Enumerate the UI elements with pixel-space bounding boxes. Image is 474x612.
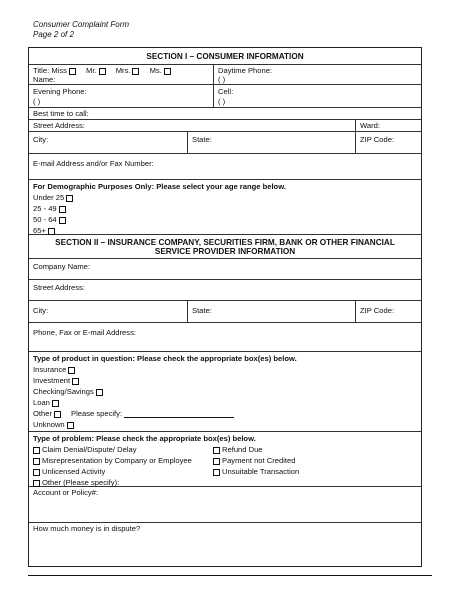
product-investment[interactable]: Investment: [33, 376, 81, 385]
name-label: Name:: [33, 75, 56, 84]
ward-label: Ward:: [360, 121, 380, 130]
product-insurance[interactable]: Insurance: [33, 365, 77, 374]
email-fax-label: E-mail Address and/or Fax Number:: [33, 159, 154, 168]
state-label: State:: [192, 135, 212, 144]
please-specify-label: Please specify:: [71, 409, 123, 418]
problem-claim-denial[interactable]: Claim Denial/Dispute/ Delay: [31, 445, 137, 454]
age-65-plus[interactable]: 65+: [33, 226, 57, 235]
title-mr-label: Mr.: [86, 66, 97, 75]
problem-unlicensed[interactable]: Unlicensed Activity: [31, 467, 105, 476]
age-50-64-checkbox[interactable]: [59, 217, 66, 224]
company-state-label: State:: [192, 306, 212, 315]
other-product-checkbox[interactable]: [54, 411, 61, 418]
title-mrs-label: Mrs.: [115, 66, 131, 75]
checking-savings-checkbox[interactable]: [96, 389, 103, 396]
company-street-label: Street Address:: [33, 283, 85, 292]
form-title: Consumer Complaint Form: [33, 20, 130, 29]
account-label: Account or Policy#:: [33, 488, 98, 497]
ms-checkbox[interactable]: [164, 68, 171, 75]
daytime-phone-field[interactable]: ( ): [218, 75, 226, 84]
loan-checkbox[interactable]: [52, 400, 59, 407]
section-2-title-line2: SERVICE PROVIDER INFORMATION: [154, 247, 296, 256]
company-street-row[interactable]: [29, 280, 421, 301]
company-city-label: City:: [33, 306, 49, 315]
unsuitable-checkbox[interactable]: [213, 469, 220, 476]
street-row[interactable]: [29, 120, 421, 132]
cell-label: Cell:: [218, 87, 234, 96]
product-checking-savings[interactable]: Checking/Savings: [33, 387, 105, 396]
evening-phone-field[interactable]: ( ): [33, 97, 41, 106]
daytime-phone-label: Daytime Phone:: [218, 66, 273, 75]
misrepresentation-checkbox[interactable]: [33, 458, 40, 465]
money-row[interactable]: [29, 523, 421, 567]
unknown-checkbox[interactable]: [67, 422, 74, 429]
demographic-row: [29, 180, 421, 235]
city-row[interactable]: [29, 132, 421, 154]
demographic-heading: For Demographic Purposes Only: Please select your age range below.: [33, 182, 286, 191]
zip-label: ZIP Code:: [360, 135, 395, 144]
product-loan[interactable]: Loan: [33, 398, 61, 407]
money-label: How much money is in dispute?: [33, 524, 141, 533]
product-row: [29, 352, 421, 432]
cell-field[interactable]: ( ): [218, 97, 226, 106]
title-ms-label: Ms.: [149, 66, 162, 75]
age-under-25[interactable]: Under 25: [33, 193, 75, 202]
best-time-label: Best time to call:: [33, 109, 89, 118]
problem-payment[interactable]: Payment not Credited: [211, 456, 295, 465]
problem-other[interactable]: Other (Please specify):: [31, 478, 119, 487]
investment-checkbox[interactable]: [72, 378, 79, 385]
unlicensed-checkbox[interactable]: [33, 469, 40, 476]
best-time-row[interactable]: [29, 108, 421, 120]
claim-denial-checkbox[interactable]: [33, 447, 40, 454]
evening-row: [29, 85, 421, 108]
company-row[interactable]: [29, 259, 421, 280]
title-options: [33, 66, 173, 75]
street-label: Street Address:: [33, 121, 85, 130]
refund-checkbox[interactable]: [213, 447, 220, 454]
product-unknown[interactable]: Unknown: [33, 420, 76, 429]
contact-row[interactable]: [29, 323, 421, 352]
problem-refund[interactable]: Refund Due: [211, 445, 263, 454]
page-number: Page 2 of 2: [33, 30, 74, 39]
product-heading: Type of product in question: Please check the appropriate box(es) below.: [33, 354, 297, 363]
city-label: City:: [33, 135, 49, 144]
please-specify-field[interactable]: [124, 410, 234, 418]
contact-label: Phone, Fax or E-mail Address:: [33, 328, 136, 337]
problem-row: [29, 432, 421, 487]
section-1-header: [29, 48, 421, 65]
section-2-title-line1: SECTION II – INSURANCE COMPANY, SECURITIES FIRM, BANK OR OTHER FINANCIAL: [55, 238, 395, 247]
insurance-checkbox[interactable]: [68, 367, 75, 374]
company-name-label: Company Name:: [33, 262, 90, 271]
section-1-title: SECTION I – CONSUMER INFORMATION: [146, 52, 304, 61]
miss-checkbox[interactable]: [69, 68, 76, 75]
payment-checkbox[interactable]: [213, 458, 220, 465]
other-problem-checkbox[interactable]: [33, 480, 40, 487]
section-2-header: [29, 235, 421, 259]
age-under-25-checkbox[interactable]: [66, 195, 73, 202]
evening-phone-label: Evening Phone:: [33, 87, 87, 96]
title-label: Title:: [33, 66, 50, 75]
mr-checkbox[interactable]: [99, 68, 106, 75]
email-row[interactable]: [29, 154, 421, 180]
problem-misrepresentation[interactable]: Misrepresentation by Company or Employee: [31, 456, 192, 465]
title-row: [29, 65, 421, 85]
problem-heading: Type of problem: Please check the appropriate box(es) below.: [33, 434, 256, 443]
account-row[interactable]: [29, 487, 421, 523]
age-65-plus-checkbox[interactable]: [48, 228, 55, 235]
problem-unsuitable[interactable]: Unsuitable Transaction: [211, 467, 299, 476]
product-other[interactable]: Other Please specify:: [33, 409, 234, 418]
company-city-row[interactable]: [29, 301, 421, 323]
company-zip-label: ZIP Code:: [360, 306, 395, 315]
age-25-49[interactable]: 25 - 49: [33, 204, 68, 213]
age-25-49-checkbox[interactable]: [59, 206, 66, 213]
complaint-form: [28, 47, 422, 567]
title-miss-label: Miss: [51, 66, 67, 75]
footer-rule: [28, 575, 432, 576]
age-50-64[interactable]: 50 - 64: [33, 215, 68, 224]
mrs-checkbox[interactable]: [132, 68, 139, 75]
